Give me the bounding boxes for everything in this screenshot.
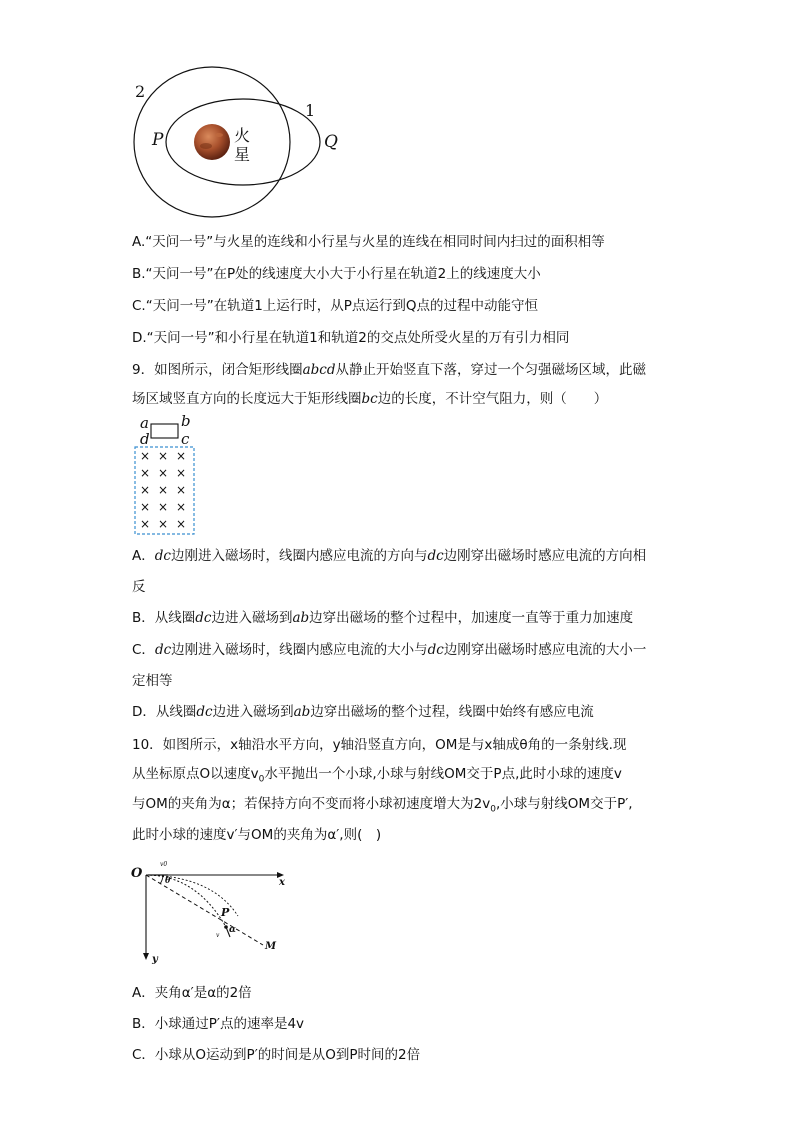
q10-option-a: A．夹角α′是α的2倍	[132, 985, 252, 1001]
q10-option-c: C．小球从O运动到P′的时间是从O到P时间的2倍	[132, 1047, 421, 1063]
x-axis-label: x	[279, 877, 285, 888]
q9-option-c-line1: C．dc边刚进入磁场时，线圈内感应电流的大小与dc边刚穿出磁场时感应电流的大小一	[132, 642, 647, 658]
velocity-v-label: v	[216, 932, 220, 939]
alpha-label: α	[229, 925, 236, 935]
orbit-1-label: 1	[305, 101, 316, 120]
field-cross-mark: ×	[140, 466, 151, 480]
q10-stem-line2: 从坐标原点O以速度$v_0$水平抛出一个小球,小球与射线OM交于P点,此时小球的速度v	[132, 766, 622, 785]
q9-option-a-line2: 反	[132, 579, 146, 595]
v0-label: v0	[160, 861, 168, 868]
mars-label-line1: 火	[234, 126, 251, 145]
point-q-label: Q	[324, 132, 338, 152]
q9-option-d: D．从线圈dc边进入磁场到ab边穿出磁场的整个过程，线圈中始终有感应电流	[132, 704, 594, 720]
coil-corner-c: c	[181, 430, 190, 448]
point-p-label: P	[221, 906, 230, 919]
field-cross-mark: ×	[158, 466, 169, 480]
q10-stem-line1: 10．如图所示，x轴沿水平方向，y轴沿竖直方向，OM是与x轴成θ角的一条射线.现	[132, 737, 627, 753]
origin-o-label: O	[131, 866, 143, 881]
q9-option-b: B．从线圈dc边进入磁场到ab边穿出磁场的整个过程中，加速度一直等于重力加速度	[132, 610, 634, 626]
field-cross-mark: ×	[140, 500, 151, 514]
q8-option-d: D.“天问一号”和小行星在轨道1和轨道2的交点处所受火星的万有引力相同	[132, 330, 570, 346]
field-cross-mark: ×	[158, 500, 169, 514]
point-m-label: M	[265, 941, 277, 952]
orbit-2-label: 2	[135, 82, 146, 101]
field-cross-mark: ×	[176, 483, 187, 497]
q9-option-a-line1: A．dc边刚进入磁场时，线圈内感应电流的方向与dc边刚穿出磁场时感应电流的方向相	[132, 548, 647, 564]
field-cross-mark: ×	[176, 517, 187, 531]
mars-label-line2: 星	[234, 145, 251, 164]
ray-om	[146, 875, 263, 945]
q9-stem-line1: 9．如图所示，闭合矩形线圈abcd从静止开始竖直下落，穿过一个匀强磁场区域，此磁	[132, 362, 646, 378]
field-cross-mark: ×	[140, 449, 151, 463]
q10-option-b: B．小球通过P′点的速率是4v	[132, 1016, 305, 1032]
field-cross-mark: ×	[176, 449, 187, 463]
q8-option-c: C.“天问一号”在轨道1上运行时，从P点运行到Q点的过程中动能守恒	[132, 298, 539, 314]
coil-corner-b: b	[181, 412, 191, 430]
ball-p-icon	[224, 925, 228, 929]
field-cross-mark: ×	[140, 517, 151, 531]
field-cross-mark: ×	[158, 483, 169, 497]
trajectory-p	[146, 875, 226, 927]
field-cross-mark: ×	[158, 449, 169, 463]
coil-corner-a: a	[140, 414, 149, 432]
field-cross-mark: ×	[176, 466, 187, 480]
q9-option-c-line2: 定相等	[132, 673, 173, 689]
field-cross-mark: ×	[158, 517, 169, 531]
theta-label: θ	[165, 875, 171, 885]
q10-stem-line3: 与OM的夹角为α；若保持方向不变而将小球初速度增大为$2v_0$,小球与射线OM交于P′,	[132, 796, 633, 815]
q8-option-a: A.“天问一号”与火星的连线和小行星与火星的连线在相同时间内扫过的面积相等	[132, 234, 605, 250]
point-p-label: P	[152, 130, 164, 150]
theta-arc	[160, 875, 163, 884]
q9-stem-line2: 场区域竖直方向的长度远大于矩形线圈bc边的长度，不计空气阻力，则（ ）	[132, 391, 608, 407]
q10-stem-line4: 此时小球的速度v′与OM的夹角为α′,则( )	[132, 827, 382, 843]
field-cross-mark: ×	[176, 500, 187, 514]
q8-option-b: B.“天问一号”在P处的线速度大小大于小行星在轨道2上的线速度大小	[132, 266, 541, 282]
y-axis-arrow-icon	[143, 953, 149, 960]
y-axis-label: y	[152, 954, 158, 965]
field-cross-mark: ×	[140, 483, 151, 497]
coil-corner-d: d	[140, 430, 150, 448]
